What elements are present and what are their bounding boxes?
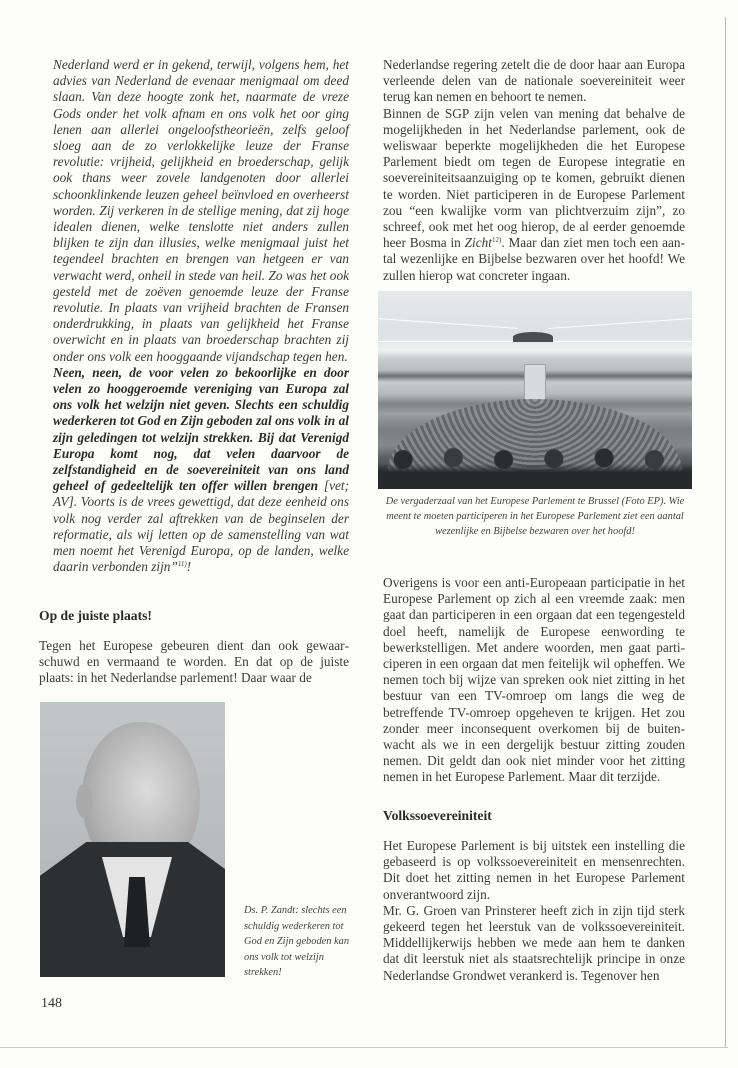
paragraph-nederlandse-regering: Nederlandse regering zetelt die de door haar aan Europa verleende delen van de nationale soevereiniteit weer terug kan nemen en behoort te nemen.	[383, 57, 685, 105]
paragraph-binnen-de-sgp-part-1: Binnen de SGP zijn velen van mening dat behalve de mogelijkheden in het Nederlandse parlement, ook de weliswaar beperkte mogelijkheden die het Europese Parlement biedt om tegen de Europese integratie en soevereiniteitsaanzuiging op te komen, gebruikt dienen te worden. Niet participeren in de Europese Parlement zou “een kwalijke vorm van plichtverzuim zijn”, zo schreef, ook met het oog hierop, de al eerder genoemde heer Bosma in	[383, 105, 685, 251]
quote-block	[53, 57, 349, 576]
quote-bold-italic-part: Neen, neen, de voor velen zo bekoorlijke en door velen zo hooggeroemde vereniging van Europa zal ons volk het welzijn niet geven. Slechts een schuldig wederkeren tot God en Zijn geboden zal ons volk in al zijn geledingen tot welzijn strekken. Bij dat Verenigd Europa komt nog, dat velen daarvoor de zelfstandigheid en de soevereiniteit van ons land geheel of gedeeltelijk ten offer willen brengen	[53, 364, 349, 494]
page-edge-rule-horizontal	[0, 1047, 728, 1048]
quote-italic-part-1: Nederland werd er in gekend, terwijl, volgens hem, het advies van Nederland de evenaar menigmaal om deed slaan. Van deze hoogte zonk het, naarmate de vreze Gods onder het volk afnam en ons volk het oor ging lenen aan allerlei ongeloofstheorieën, zelfs geloof sloeg aan de zo verlokkelijke leuze der Franse revolutie: vrijheid, gelijkheid en broederschap, gelijk ook thans weer zovele landgenoten door allerlei schoonklinkende leuzen geheel beïnvloed en overheerst worden. Zij verkeren in de stellige mening, dat zij hoge idealen dienen, welke tenslotte niet anders zullen blijken te zijn dan illusies, welke menigmaal juist het tegendeel brachten en brengen van hetgeen er van verwacht werd, onheil in stede van heil. Zo was het ook gesteld met de zoëven genoemde leuze der Franse revolutie. In plaats van vrijheid brachten de Fransen onderdrukking, in plaats van gelijkheid het Franse overwicht en in plaats van broederschap brachten zij onder ons volk een hooggaande vijandschap tegen hen.	[53, 57, 349, 364]
paragraph-overigens: Overigens is voor een anti-Europeaan participatie in het Europese Parlement op zich al een vreemde zaak: men gaat dan participeren in een orgaan dat een tegengesteld doel heeft, namelijk de Europese eenwording te bewerkstelligen. Met andere woorden, men gaat participeren in een orgaan dat men feitelijk wil opheffen. We nemen toch bij wijze van spreken ook niet zitting in het bestuur van een TV-omroep om langs die weg de betreffende TV-omroep opgeheven te krijgen. Het zou zonder meer inconsequent overkomen bij de buitenwacht als we in een dergelijk bestuur zitting zouden nemen. Dit geldt dan ook niet minder voor het zitting nemen in het Europese Parlement. Maar dit terzijde.	[383, 575, 685, 785]
audience-foreground	[378, 447, 692, 489]
page-number: 148	[41, 996, 62, 1011]
paragraph-binnen-de-sgp-part-2: . Maar dan ziet men toch een aantal wezenlijke en Bijbelse bezwaren over het hoofd! We zullen hierop wat concreter ingaan.	[383, 235, 685, 283]
european-parliament-photo	[378, 291, 692, 489]
speaker-tribune	[524, 364, 546, 404]
right-column-middle	[383, 575, 685, 786]
paragraph-groen-van-prinsterer: Mr. G. Groen van Prinsterer heeft zich in zijn tijd sterk gekeerd tegen het leerstuk van de volkssoevereiniteit. Middellijkerwijs hebben we mede aan hem te danken dat dit leerstuk niet als staatsrechtelijk principe in onze Nederlandse Grondwet verankerd is. Tegenover hen	[383, 902, 685, 983]
quote-italic-part-2: [vet; AV]. Voorts is de vrees gewettigd, dat deze eenheid ons volk nog verder zal aftrekken van de beginselen der reformatie, als wij letten op de samenstelling van wat men noemt het Verenigd Europa, op de landen, welke daarin verbonden zijn”	[53, 478, 349, 575]
paragraph-binnen-de-sgp	[383, 106, 685, 284]
publication-title-zicht: Zicht	[464, 235, 492, 251]
right-column-top	[383, 57, 685, 284]
ceiling-lamp	[513, 332, 553, 342]
footnote-ref-12[interactable]: 12)	[491, 236, 502, 245]
left-column-paragraph	[39, 638, 349, 687]
paragraph-tegen-het-europese-gebeuren: Tegen het Europese gebeuren dient dan ook gewaarschuwd en vermaand te worden. En dat op de juiste plaats: in het Nederlandse parlement! Daar waar de	[39, 638, 349, 686]
quote-end: !	[186, 559, 192, 575]
paragraph-het-europese-parlement: Het Europese Parlement is bij uitstek een instelling die gebaseerd is op volkssoevereiniteit en mensenrechten. Dit doet het zitting nemen in het Europese Parlement onverantwoord zijn.	[383, 838, 685, 902]
ceiling-light-line	[378, 318, 518, 329]
left-column-quote	[53, 57, 349, 576]
parliament-photo-caption: De vergaderzaal van het Europese Parlement te Brussel (Foto EP). Wie meent te moeten participeren in het Europese Parlement ziet een aantal wezenlijke en Bijbelse bezwaren over het hoofd!	[385, 496, 685, 537]
right-column-bottom	[383, 838, 685, 984]
portrait-ear	[76, 784, 92, 818]
section-heading-op-de-juiste-plaats: Op de juiste plaats!	[39, 608, 152, 623]
portrait-caption: Ds. P. Zandt: slechts een schuldig wederkeren tot God en Zijn geboden kan ons volk tot welzijn strekken!	[244, 905, 350, 978]
portrait-photo-ds-p-zandt	[40, 702, 225, 977]
ceiling-light-line	[548, 318, 692, 329]
section-heading-volkssoevereiniteit: Volkssoevereiniteit	[383, 808, 492, 823]
footnote-ref-11[interactable]: 11)	[177, 560, 187, 569]
page-edge-rule-vertical	[725, 17, 726, 1047]
